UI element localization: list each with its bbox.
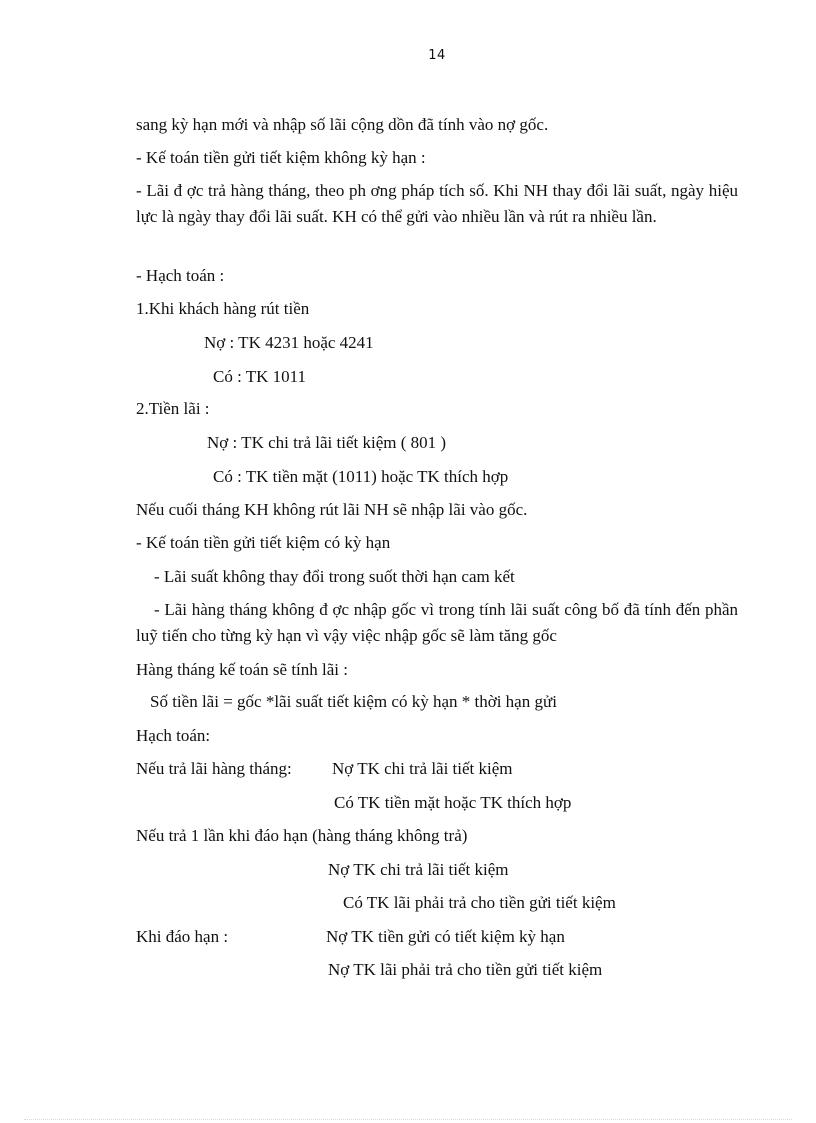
section-heading-term: - Kế toán tiền gửi tiết kiệm có kỳ hạn — [136, 533, 391, 552]
accounting-heading: Hạch toán: — [136, 726, 211, 745]
debit-entry: Nợ TK tiền gửi có tiết kiệm kỳ hạn — [326, 927, 565, 946]
step-interest: 2.Tiền lãi : — [136, 399, 210, 418]
case-label: Nếu trả 1 lần khi đáo hạn (hàng tháng không trả) — [136, 826, 468, 845]
page-number: 14 — [428, 48, 446, 63]
section-heading-no-term: - Kế toán tiền gửi tiết kiệm không kỳ hạn : — [136, 148, 426, 167]
debit-entry: Nợ TK chi trả lãi tiết kiệm — [328, 860, 509, 879]
debit-entry: Nợ TK chi trả lãi tiết kiệm — [332, 759, 513, 778]
credit-entry: Có TK lãi phải trả cho tiền gửi tiết kiệm — [343, 893, 616, 912]
debit-entry: Nợ TK lãi phải trả cho tiền gửi tiết kiệm — [328, 960, 603, 979]
accounting-heading: - Hạch toán : — [136, 266, 225, 285]
debit-entry: Nợ : TK chi trả lãi tiết kiệm ( 801 ) — [207, 433, 447, 452]
paragraph-interest-monthly: - Lãi đ ợc trả hàng tháng, theo ph ơng pháp tích số. Khi NH thay đổi lãi suất, ngày hiệu lực là ngày thay đổi lãi suất. KH có thể gửi vào nhiều lần và rút ra nhiều lần. — [136, 181, 738, 226]
text-line: - Lãi suất không thay đổi trong suốt thời hạn cam kết — [154, 567, 515, 586]
credit-entry: Có TK tiền mặt hoặc TK thích hợp — [334, 793, 572, 812]
step-withdraw: 1.Khi khách hàng rút tiền — [136, 299, 310, 318]
debit-entry: Nợ : TK 4231 hoặc 4241 — [204, 333, 374, 352]
credit-entry: Có : TK 1011 — [213, 367, 307, 386]
interest-formula: Số tiền lãi = gốc *lãi suất tiết kiệm có kỳ hạn * thời hạn gửi — [150, 692, 557, 711]
page-bottom-border — [24, 1119, 792, 1120]
case-label: Nếu trả lãi hàng tháng: — [136, 759, 292, 778]
text-line: Nếu cuối tháng KH không rút lãi NH sẽ nhập lãi vào gốc. — [136, 500, 528, 519]
paragraph-interest-principal: - Lãi hàng tháng không đ ợc nhập gốc vì trong tính lãi suất công bố đã tính đến phần luỹ tiến cho từng kỳ hạn vì vậy việc nhập gốc sẽ làm tăng gốc — [136, 600, 738, 645]
credit-entry: Có : TK tiền mặt (1011) hoặc TK thích hợp — [213, 467, 509, 486]
case-label: Khi đáo hạn : — [136, 927, 229, 946]
text-line: Hàng tháng kế toán sẽ tính lãi : — [136, 660, 348, 679]
text-line: sang kỳ hạn mới và nhập số lãi cộng dồn đã tính vào nợ gốc. — [136, 115, 549, 134]
